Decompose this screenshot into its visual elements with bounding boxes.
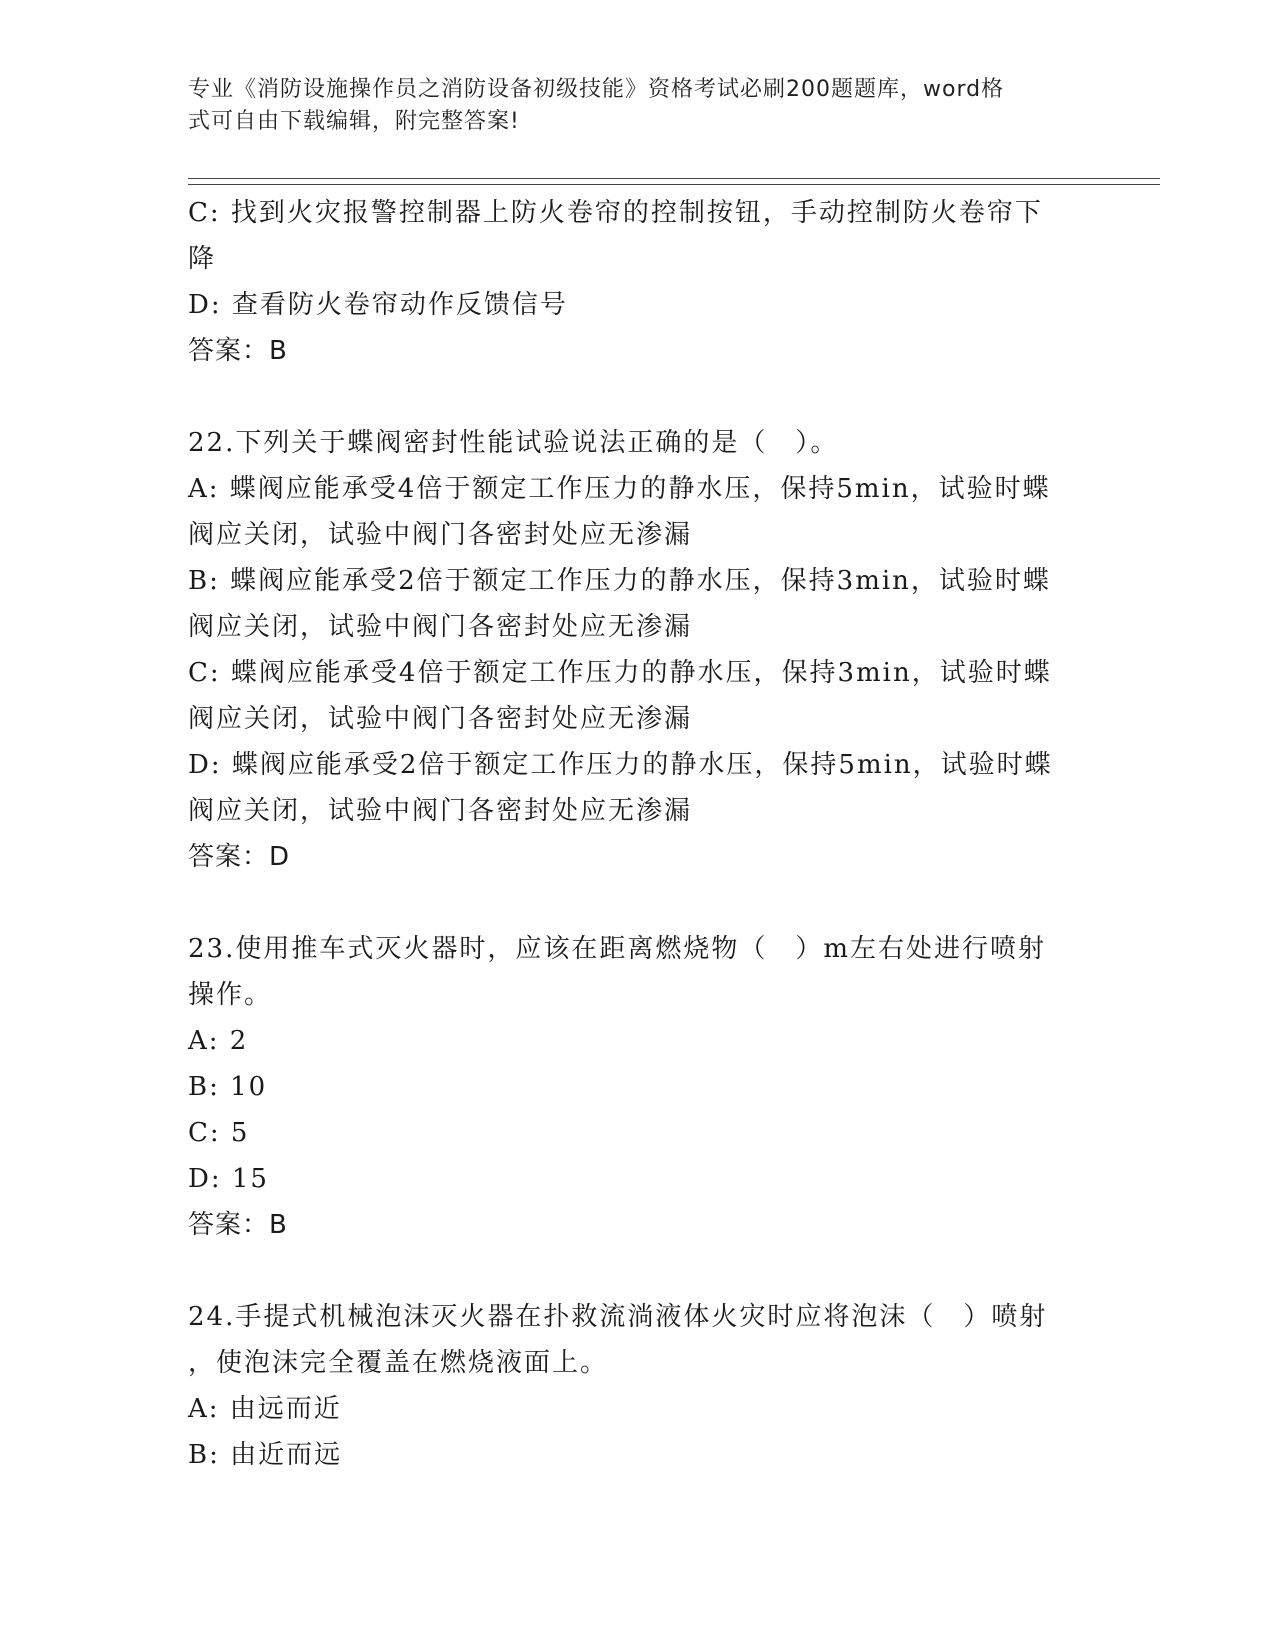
option-d: D: 15 <box>188 1164 269 1194</box>
option-a: A: 蝶阀应能承受4倍于额定工作压力的静水压，保持5min，试验时蝶 <box>188 474 1051 504</box>
question-text-continued: 操作。 <box>188 980 273 1010</box>
option-c: C: 找到火灾报警控制器上防火卷帘的控制按钮，手动控制防火卷帘下 <box>188 198 1043 228</box>
option-c-continued: 阀应关闭，试验中阀门各密封处应无渗漏 <box>188 704 693 734</box>
question-list <box>188 190 1108 1478</box>
option-a: A: 2 <box>188 1026 249 1056</box>
option-c: C: 蝶阀应能承受4倍于额定工作压力的静水压，保持3min，试验时蝶 <box>188 658 1052 688</box>
question-22 <box>188 420 1108 880</box>
question-24 <box>188 1294 1108 1478</box>
question-21-tail <box>188 190 1108 374</box>
question-text-continued: ，使泡沫完全覆盖在燃烧液面上。 <box>188 1348 609 1378</box>
option-a-continued: 阀应关闭，试验中阀门各密封处应无渗漏 <box>188 520 693 550</box>
answer: 答案：D <box>188 842 291 872</box>
option-b-continued: 阀应关闭，试验中阀门各密封处应无渗漏 <box>188 612 693 642</box>
header-line-1: 专业《消防设施操作员之消防设备初级技能》资格考试必刷200题题库，word格 <box>188 77 1005 102</box>
document-header <box>188 74 1088 138</box>
option-d: D: 查看防火卷帘动作反馈信号 <box>188 290 568 320</box>
option-a: A: 由远而近 <box>188 1394 342 1424</box>
option-c: C: 5 <box>188 1118 250 1148</box>
question-23 <box>188 926 1108 1248</box>
option-d: D: 蝶阀应能承受2倍于额定工作压力的静水压，保持5min，试验时蝶 <box>188 750 1053 780</box>
option-d-continued: 阀应关闭，试验中阀门各密封处应无渗漏 <box>188 796 693 826</box>
option-b: B: 蝶阀应能承受2倍于额定工作压力的静水压，保持3min，试验时蝶 <box>188 566 1051 596</box>
question-text: 22.下列关于蝶阀密封性能试验说法正确的是（ ）。 <box>188 428 839 458</box>
answer: 答案：B <box>188 336 288 366</box>
option-b: B: 10 <box>188 1072 268 1102</box>
answer: 答案：B <box>188 1210 288 1240</box>
header-divider <box>188 178 1160 185</box>
option-b: B: 由近而远 <box>188 1440 343 1470</box>
question-text: 23.使用推车式灭火器时，应该在距离燃烧物（ ）m左右处进行喷射 <box>188 934 1047 964</box>
header-line-2: 式可自由下载编辑，附完整答案! <box>188 109 520 134</box>
option-c-continued: 降 <box>188 244 217 274</box>
question-text: 24.手提式机械泡沫灭火器在扑救流淌液体火灾时应将泡沫（ ）喷射 <box>188 1302 1048 1332</box>
